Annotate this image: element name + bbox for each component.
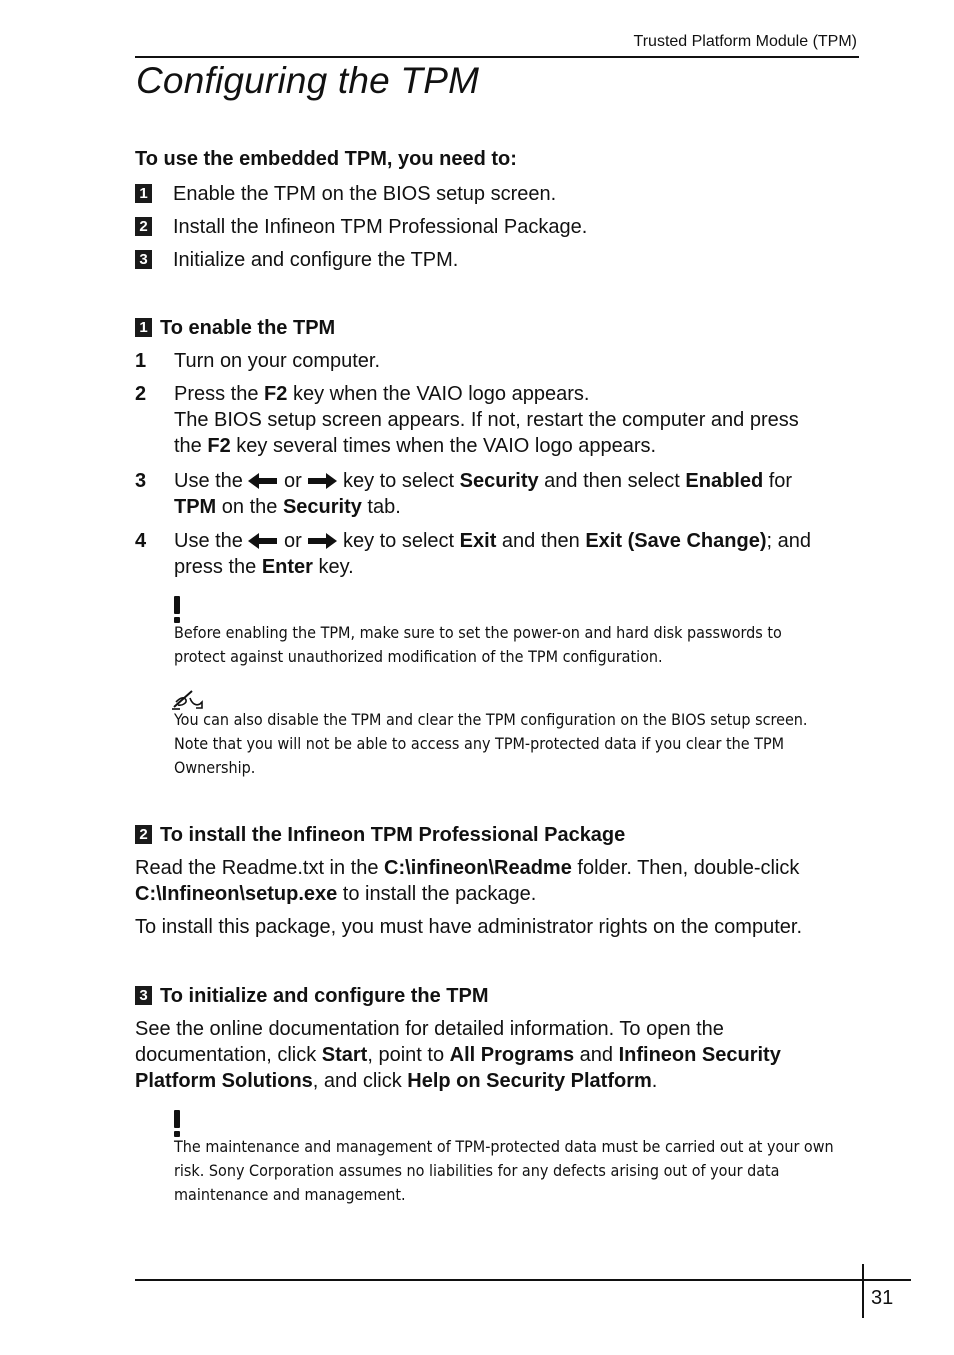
intro-step-1 — [135, 181, 556, 207]
section-2-heading — [135, 822, 625, 848]
key-name: F2 — [264, 383, 288, 405]
right-arrow-key-icon — [307, 473, 337, 489]
intro-step-text: Install the Infineon TPM Professional Package. — [173, 216, 588, 238]
hint-note: You can also disable the TPM and clear the TPM configuration on the BIOS setup screen. Note that you will not be able to access any TPM-protected data if you clear the TPM Ownership. — [174, 710, 808, 777]
intro-step-2 — [135, 214, 587, 240]
intro-step-text: Initialize and configure the TPM. — [173, 249, 459, 271]
path-text: C:\infineon\Readme — [384, 857, 572, 879]
step-number: 4 — [135, 530, 147, 552]
step-number: 1 — [135, 350, 147, 372]
caution-exclamation-icon — [172, 1110, 182, 1138]
key-name: F2 — [207, 435, 231, 457]
step-text: Press the F2 key when the VAIO logo appears. The BIOS setup screen appears. If not, restart the computer and press the F2 key several times when the VAIO logo appears. — [174, 383, 799, 457]
intro-lead: To use the embedded TPM, you need to: — [135, 148, 517, 170]
procedure-step-3 — [135, 468, 855, 520]
caution-exclamation-icon — [172, 596, 182, 624]
section-heading-text: To enable the TPM — [160, 317, 336, 339]
page-title: Configuring the TPM — [136, 60, 480, 101]
step-number: 3 — [135, 470, 147, 492]
step-text: Use the or key to select Security and then select Enabled for TPM on the Security tab. — [174, 470, 793, 518]
left-arrow-key-icon — [248, 473, 278, 489]
documentation-paragraph: See the online documentation for detailed information. To open the documentation, click Start, point to All Programs and Infineon Security Platform Solutions, and click Help on Security Platform. — [135, 1018, 781, 1092]
section-heading-text: To install the Infineon TPM Professional Package — [160, 824, 626, 846]
page-number: 31 — [871, 1287, 894, 1309]
step-number-badge: 3 — [135, 250, 152, 269]
section-number-badge: 2 — [135, 825, 152, 844]
footer-rule — [135, 1279, 911, 1281]
caution-note-2: The maintenance and management of TPM-protected data must be carried out at your own risk. Sony Corporation assumes no liabilities for any defects arising out of your data maintenance and management. — [174, 1137, 834, 1204]
hint-pencil-icon — [172, 688, 206, 710]
intro-step-3 — [135, 247, 458, 273]
section-1-heading — [135, 315, 335, 341]
header-rule — [135, 56, 859, 58]
section-heading-text: To initialize and configure the TPM — [160, 985, 489, 1007]
step-number-badge: 1 — [135, 184, 152, 203]
step-number: 2 — [135, 383, 147, 405]
step-text: Use the or key to select Exit and then Exit (Save Change); and press the Enter key. — [174, 530, 811, 578]
section-number-badge: 3 — [135, 986, 152, 1005]
section-3-heading — [135, 983, 489, 1009]
intro-step-text: Enable the TPM on the BIOS setup screen. — [173, 183, 557, 205]
step-number-badge: 2 — [135, 217, 152, 236]
procedure-step-2 — [135, 381, 855, 459]
admin-rights-paragraph: To install this package, you must have administrator rights on the computer. — [135, 916, 803, 938]
path-text: C:\Infineon\setup.exe — [135, 883, 338, 905]
running-header: Trusted Platform Module (TPM) — [633, 33, 857, 50]
left-arrow-key-icon — [248, 533, 278, 549]
procedure-step-4 — [135, 528, 855, 580]
procedure-step-1 — [135, 348, 855, 374]
caution-note-1: Before enabling the TPM, make sure to set the power-on and hard disk passwords to protect against unauthorized modification of the TPM configuration. — [174, 623, 782, 666]
install-paragraph: Read the Readme.txt in the C:\infineon\Readme folder. Then, double-click C:\Infineon\setup.exe to install the package. — [135, 857, 800, 905]
footer-divider — [862, 1264, 864, 1318]
right-arrow-key-icon — [307, 533, 337, 549]
step-text: Turn on your computer. — [174, 350, 381, 372]
section-number-badge: 1 — [135, 318, 152, 337]
